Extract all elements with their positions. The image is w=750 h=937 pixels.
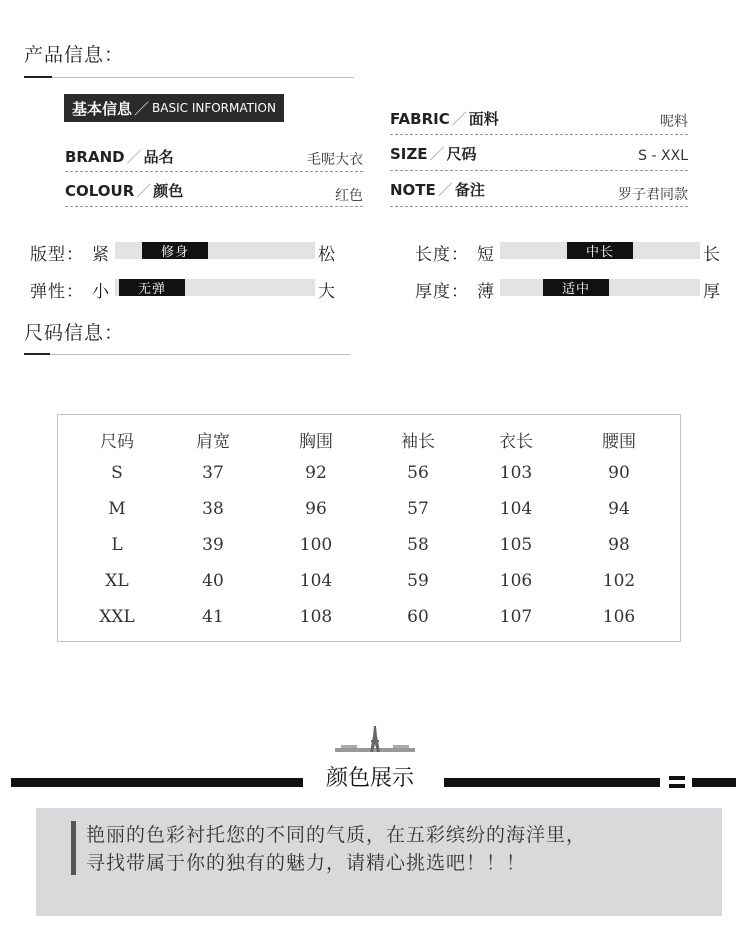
table-cell: 40	[202, 571, 224, 591]
table-header-cell: 衣长	[499, 432, 533, 452]
table-cell: XXL	[99, 607, 135, 627]
attr-size-label: SIZE ／ 尺码	[390, 145, 477, 163]
description-line-1: 艳丽的色彩衬托您的不同的气质，在五彩缤纷的海洋里，	[86, 824, 587, 846]
attr-fabric-label: FABRIC ／ 面料	[390, 110, 499, 128]
table-cell: M	[108, 499, 126, 519]
table-cell: 58	[407, 535, 429, 555]
scale-stretch-high: 大	[318, 282, 335, 302]
scale-thickness-label: 厚度：	[415, 282, 469, 302]
divider	[65, 171, 363, 172]
scale-thickness-high: 厚	[703, 282, 720, 302]
table-header-cell: 袖长	[401, 432, 435, 452]
scale-thickness-marker: 适中	[543, 279, 609, 296]
divider-bar-left	[11, 778, 303, 787]
divider	[390, 206, 688, 207]
table-header-cell: 尺码	[100, 432, 134, 452]
scale-thickness-track	[500, 279, 700, 296]
table-cell: 100	[299, 535, 333, 555]
divider	[65, 206, 363, 207]
product-info-underline	[52, 77, 354, 78]
table-cell: 98	[608, 535, 630, 555]
color-section-title: 颜色展示	[326, 766, 415, 791]
basic-info-badge	[64, 94, 284, 122]
scale-fit-track	[115, 242, 315, 259]
description-line-2: 寻找带属于你的独有的魅力，请精心挑选吧！！！	[86, 852, 527, 874]
table-cell: 92	[305, 463, 327, 483]
attr-brand	[65, 146, 363, 170]
table-cell: 60	[407, 607, 429, 627]
color-description-box	[36, 808, 722, 916]
table-header-cell: 胸围	[299, 432, 333, 452]
scale-fit-high: 松	[318, 245, 335, 265]
table-cell: 106	[499, 571, 533, 591]
table-cell: 94	[608, 499, 630, 519]
divider	[390, 134, 688, 135]
size-table	[57, 414, 681, 642]
table-cell: 56	[407, 463, 429, 483]
table-cell: 108	[299, 607, 333, 627]
scale-stretch-track	[115, 279, 315, 296]
scale-length-low: 短	[477, 245, 494, 265]
attr-note	[390, 179, 688, 203]
scale-fit-label: 版型：	[30, 245, 84, 265]
table-cell: 104	[299, 571, 333, 591]
attr-colour	[65, 180, 363, 204]
attr-brand-value: 毛呢大衣	[307, 152, 363, 168]
attr-brand-label: BRAND ／ 品名	[65, 148, 174, 166]
table-cell: 102	[602, 571, 636, 591]
scale-stretch-label: 弹性：	[30, 282, 84, 302]
product-info-title: 产品信息：	[24, 44, 125, 66]
eiffel-tower-icon	[335, 726, 415, 758]
table-cell: 41	[202, 607, 224, 627]
table-cell: 104	[499, 499, 533, 519]
table-cell: L	[111, 535, 123, 555]
divider	[390, 170, 688, 171]
scale-length-marker: 中长	[567, 242, 633, 259]
table-cell: 106	[602, 607, 636, 627]
size-info-underline-accent	[24, 353, 50, 355]
table-cell: 107	[499, 607, 533, 627]
quote-bar	[71, 821, 76, 875]
attr-colour-value: 红色	[335, 188, 363, 204]
scale-length-high: 长	[703, 245, 720, 265]
size-info-underline	[50, 354, 350, 355]
scale-length-label: 长度：	[415, 245, 469, 265]
table-cell: XL	[105, 571, 129, 591]
scale-fit-low: 紧	[92, 245, 109, 265]
table-cell: 96	[305, 499, 327, 519]
attr-size	[390, 143, 688, 167]
divider-bar-end	[692, 778, 736, 787]
attr-note-value: 罗子君同款	[618, 187, 688, 203]
attr-colour-label: COLOUR ／ 颜色	[65, 182, 184, 200]
badge-slash: ／	[134, 99, 150, 118]
basic-info-cn: 基本信息	[72, 99, 133, 118]
scale-length-track	[500, 242, 700, 259]
attr-size-value: S - XXL	[638, 148, 688, 164]
attr-fabric	[390, 108, 688, 132]
equals-mark	[669, 776, 685, 789]
scale-thickness-low: 薄	[477, 282, 494, 302]
table-cell: 38	[202, 499, 224, 519]
table-header-cell: 腰围	[602, 432, 636, 452]
attr-fabric-value: 呢料	[660, 114, 688, 130]
table-cell: 37	[202, 463, 224, 483]
table-header-cell: 肩宽	[196, 432, 230, 452]
table-cell: 90	[608, 463, 630, 483]
table-cell: 105	[499, 535, 533, 555]
table-cell: 59	[407, 571, 429, 591]
divider-bar-right	[444, 778, 660, 787]
table-cell: S	[111, 463, 123, 483]
basic-info-en: BASIC INFORMATION	[152, 101, 276, 115]
product-info-underline-accent	[24, 76, 52, 78]
size-info-title: 尺码信息：	[24, 322, 125, 344]
table-cell: 57	[407, 499, 429, 519]
table-cell: 103	[499, 463, 533, 483]
attr-note-label: NOTE ／ 备注	[390, 181, 485, 199]
scale-fit-marker: 修身	[142, 242, 208, 259]
scale-stretch-low: 小	[92, 282, 109, 302]
scale-stretch-marker: 无弹	[119, 279, 185, 296]
table-cell: 39	[202, 535, 224, 555]
